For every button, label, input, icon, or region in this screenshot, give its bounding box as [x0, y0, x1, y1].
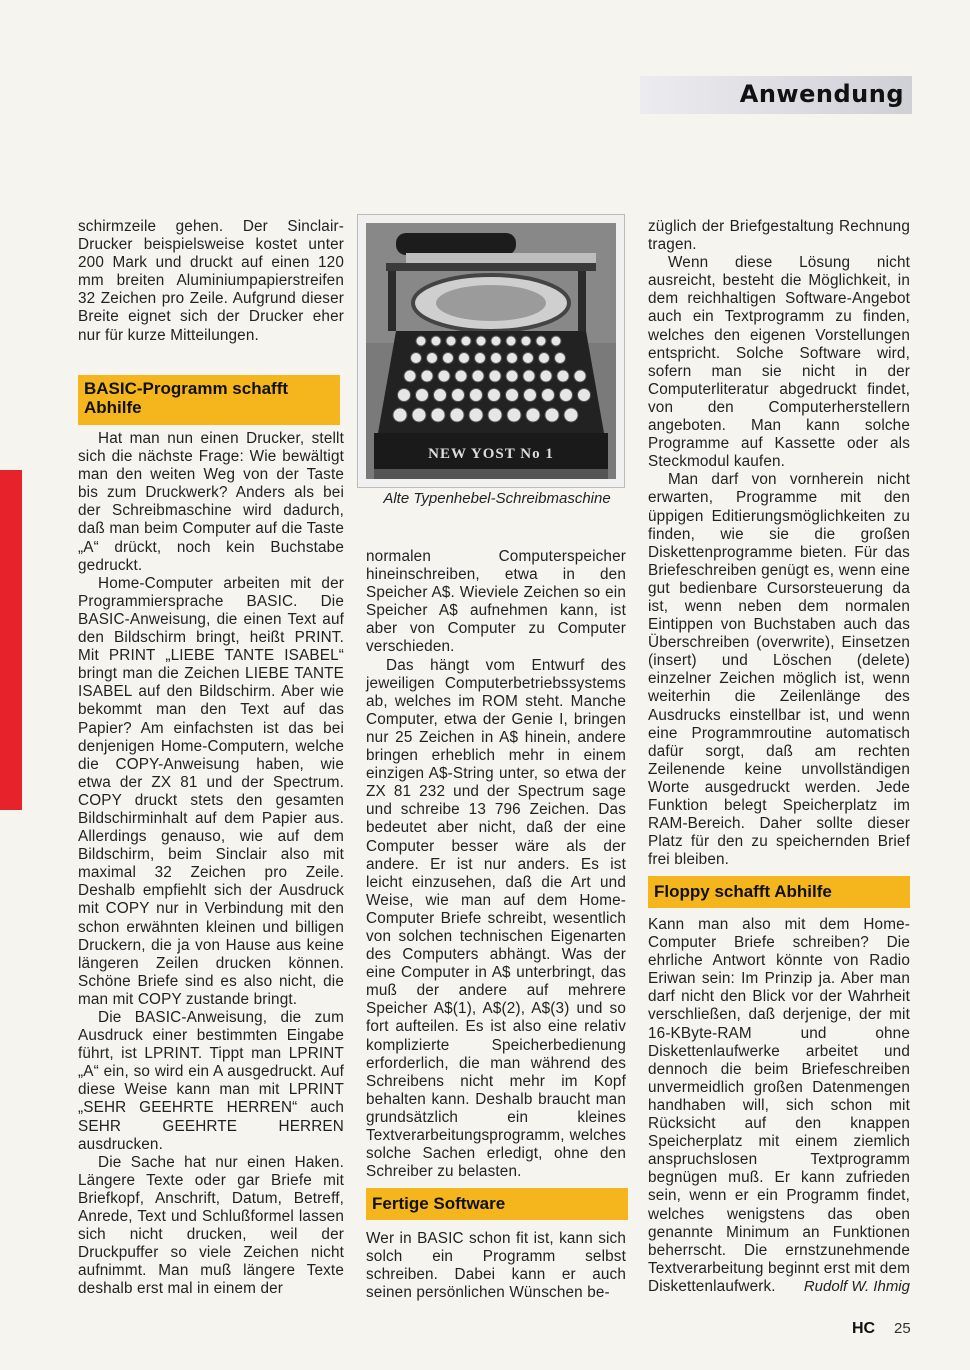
- section-title: Anwendung: [739, 80, 904, 108]
- paragraph: Wer in BASIC schon fit ist, kann sich solch ein Programm selbst schreiben. Dabei kann er auch seinen persönlichen Wünschen be-: [366, 1230, 626, 1302]
- paragraph: schirmzeile gehen. Der Sinclair-Drucker beispielsweise kostet unter 200 Mark und druckt auf einen 120 mm breiten Aluminiumpapierstreifen 32 Zeichen pro Zeile. Aufgrund dieser Breite eignet sich der Drucker eher nur für kurze Mitteilungen.: [78, 218, 344, 344]
- paragraph: normalen Computerspeicher hineinschreiben, etwa in den Speicher A$. Wieviele Zeichen so ein Speicher A$ aufnehmen kann, ist aber von Computer zu Computer verschieden.: [366, 548, 626, 656]
- page-number: 25: [894, 1320, 911, 1337]
- author-byline: Rudolf W. Ihmig: [803, 1278, 910, 1295]
- paragraph: Kann man also mit dem Home-Computer Briefe schreiben? Die ehrliche Antwort könnte von Radio Eriwan sein: Im Prinzip ja. Aber man darf nicht den Blick vor der Wahrheit verschließen, daß derjenige, der mit 16-KByte-RAM und ohne Diskettenlaufwerke arbeitet und dennoch die beim Briefeschreiben unvermeidlich großen Datenmengen handhaben will, sich schon mit Rücksicht auf den knappen Speicherplatz mit einem ziemlich anspruchslosen Textprogramm begnügen muß. Er kann zufrieden sein, wenn er ein Programm findet, welches wenigstens das oben genannte Minimum an Funktionen beherrscht. Die ernstzunehmende Textverarbeitung beginnt erst mit dem Diskettenlaufwerk.: [648, 916, 910, 1295]
- paragraph: Hat man nun einen Drucker, stellt sich die nächste Frage: Wie bewältigt man den weiten Weg von der Taste bis zum Druckwerk? Anders als bei der Schreibmaschine wird dadurch, daß man beim Computer auf die Taste „A“ drückt, noch kein Buchstabe gedruckt.: [78, 430, 344, 574]
- paragraph: Die BASIC-Anweisung, die zum Ausdruck einer bestimmten Eingabe führt, ist LPRINT. Tippt man LPRINT „A“ ein, so wird ein A ausgedruckt. Auf diese Weise kann man mit LPRINT „SEHR GEEHRTE HERREN“ auch SEHR GEEHRTE HERREN ausdrucken.: [78, 1009, 344, 1153]
- subheading-floppy: Floppy schafft Abhilfe: [648, 876, 910, 908]
- paragraph: Die Sache hat nur einen Haken. Längere Texte oder gar Briefe mit Briefkopf, Anschrift, Datum, Betreff, Anrede, Text und Schlußformel lassen sich nicht drucken, weil der Druckpuffer so viele Zeichen nicht aufnimmt. Man muß längere Texte deshalb erst mal in einem der: [78, 1153, 344, 1298]
- page-edge-mark: [0, 470, 22, 810]
- typewriter-image: [366, 223, 616, 479]
- paragraph: Home-Computer arbeiten mit der Programmiersprache BASIC. Die BASIC-Anweisung, die einen Text auf den Bildschirm bringt, heißt PRINT. Mit PRINT „LIEBE TANTE ISABEL“ bringt man die Zeichen LIEBE TANTE ISABEL auf den Bildschirm. Aber wie bekommt man den Text auf das Papier? Am einfachsten ist das bei denjenigen Home-Computern, welche die COPY-Anweisung haben, wie etwa der ZX 81 und der Spectrum. COPY druckt stets den gesamten Bildschirminhalt auf dem Papier aus. Allerdings genauso, wie auf dem Bildschirm, beim Sinclair also mit maximal 32 Zeichen pro Zeile. Deshalb empfiehlt sich der Ausdruck mit COPY nur in Verbindung mit den schon erwähnten kleinen und billigen Druckern, die ja von Hause aus keine längeren Zeilen drucken können. Schöne Briefe sind es also nicht, die man mit COPY zustande bringt.: [78, 574, 344, 1008]
- subheading-fertige-software: Fertige Software: [366, 1188, 628, 1220]
- column-1: [78, 218, 344, 345]
- magazine-logo: HC: [852, 1320, 876, 1337]
- typewriter-plate-text: NEW YOST No 1: [428, 446, 554, 462]
- subheading-basic-programm: BASIC-Programm schafft Abhilfe: [78, 375, 340, 425]
- typewriter-illustration: [366, 223, 616, 479]
- photo-caption: Alte Typenhebel-Schreibmaschine: [383, 490, 611, 507]
- paragraph: Man darf von vornherein nicht erwarten, Programme mit den üppigen Editierungsmöglichkeiten zu finden, wie sie die großen Diskettenprogramme bieten. Für das Briefeschreiben genügt es, wenn eine gut bedienbare Cursorsteuerung da ist, wenn neben dem normalen Eintippen von Buchstaben auch das Überschreiben (overwrite), Einsetzen (insert) und Löschen (delete) einzelner Zeichen möglich ist, wenn weiterhin die Zeilenlänge des Ausdrucks einstellbar ist, und wenn eine Programmroutine automatisch dafür sorgt, daß am rechten Zeilenende keine unvollständigen Worte ausgedruckt werden. Jede Funktion belegt Speicherplatz im RAM-Bereich. Daher sollte dieser Platz für den zu speichernden Brief frei bleiben.: [648, 471, 910, 869]
- typewriter-photo: [357, 214, 625, 488]
- section-header: [640, 76, 912, 114]
- paragraph: Das hängt vom Entwurf des jeweiligen Computerbetriebssystems ab, welches im ROM steht. Manche Computer, etwa der Genie I, bringen nur 25 Zeichen in A$ hinein, andere bringen erheblich mehr in einem einzigen A$-String unter, so etwa der ZX 81 232 und der Spectrum sage und schreibe 13 796 Zeichen. Das bedeutet aber nicht, daß der eine Computer besser wäre als der andere. Er ist nur anders. Es ist leicht einzusehen, daß die Art und Weise, wie man auf dem Home-Computer Briefe schreibt, wesentlich von solchen technischen Eigenarten des Computers abhängt. Was der eine Computer in A$ unterbringt, das muß der andere auf mehrere Speicher A$(1), A$(2), A$(3) und so fort aufteilen. Es ist also eine relativ komplizierte Speicherbedienung erforderlich, die man während des Schreibens nicht mehr im Kopf behalten kann. Deshalb braucht man grundsätzlich ein kleines Textverarbeitungsprogramm, welches solche Sachen erledigt, ohne den Schreiber zu belasten.: [366, 656, 626, 1181]
- paragraph: Wenn diese Lösung nicht ausreicht, besteht die Möglichkeit, in dem reichhaltigen Software-Angebot auch ein Textprogramm zu finden, welches den eigenen Vorstellungen entspricht. Solche Software wird, sofern man sie nicht in der Computerliteratur abgedruckt findet, von den Computerherstellern angeboten. Man kann solche Programme auf Kassette oder als Steckmodul kaufen.: [648, 254, 910, 471]
- paragraph: züglich der Briefgestaltung Rechnung tragen.: [648, 218, 910, 254]
